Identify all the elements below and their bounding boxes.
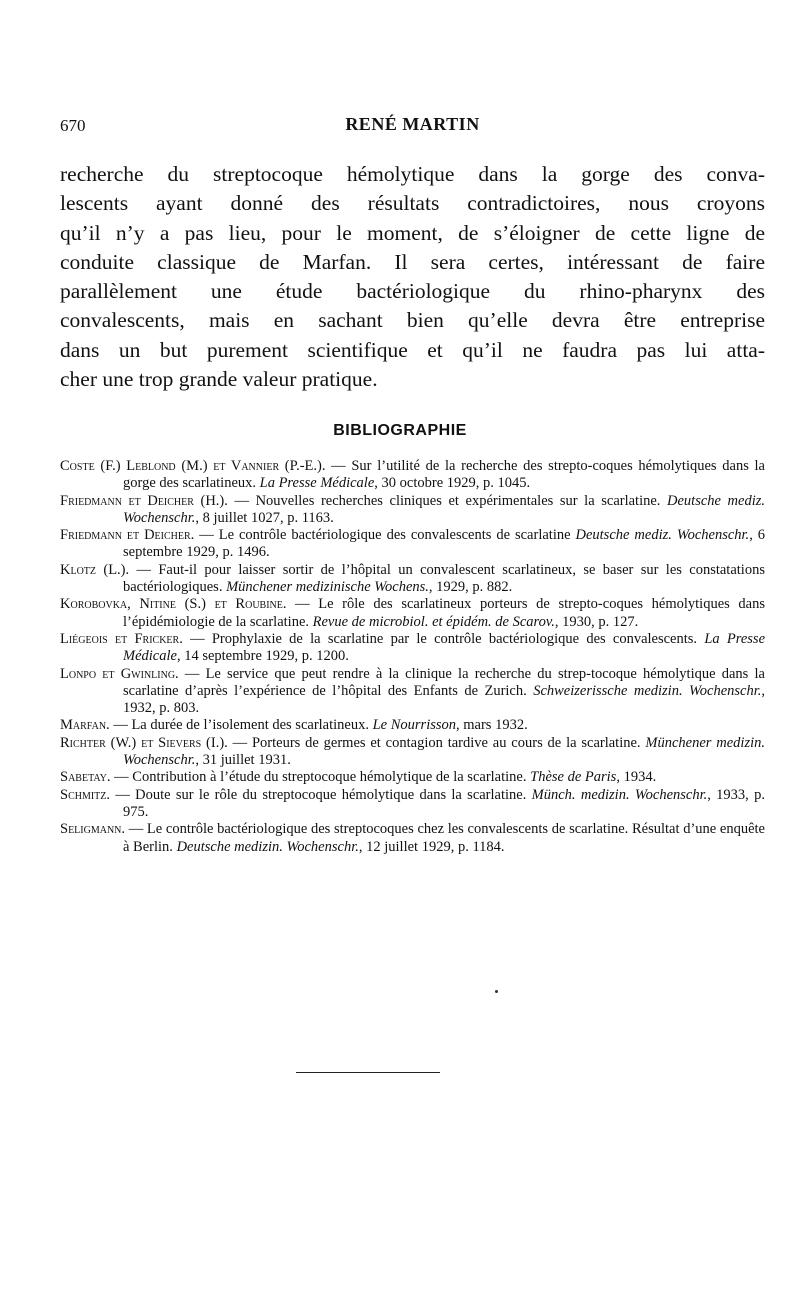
entry-authors: Marfan. [60,717,110,734]
entry-citation: , 1934. [616,769,657,786]
entry-text: — Le rôle des scarlatineux porteurs de strepto-coques hémolytiques dans l’épidémiologie de la scarlatine. [123,596,765,630]
print-speck [495,990,498,993]
entry-text: — Le contrôle bactériologique des convalescents de scarlatine [194,527,576,544]
entry-text: — La durée de l’isolement des scarlatineux. [109,717,373,734]
bibliography-entry [60,562,765,597]
entry-journal: Münchener medizin. Wochenschr. [123,734,766,769]
bibliography-entry [60,458,765,493]
end-rule [296,1072,440,1073]
entry-citation: , 8 juillet 1027, p. 1163. [195,509,334,526]
entry-citation: , 1933, p. 975. [123,786,765,820]
entry-journal: Deutsche medizin. Wochenschr. [176,838,359,855]
entry-text: — Prophylaxie de la scarlatine par le contrôle bactériologique des convalescents. [182,630,705,647]
entry-journal: Münch. medizin. Wochenschr. [531,786,708,803]
body-paragraph [60,160,765,394]
body-line: parallèlement une étude bactériologique du rhino-pharynx des [60,279,765,304]
entry-text: — Le contrôle bactériologique des streptocoques chez les convalescents de scarlatine. Résultat d’une enquête à Berlin. [123,821,765,855]
entry-journal: La Presse Médicale [123,630,766,665]
bibliography-entry [60,821,765,856]
entry-authors: Klotz (L.). [60,561,130,578]
bibliography-entry [60,631,765,666]
entry-journal: Revue de microbiol. et épidém. de Scarov. [312,613,555,630]
bibliography-entry [60,527,765,562]
entry-authors: Friedmann et Deicher. [60,527,195,544]
entry-text: — Sur l’utilité de la recherche des strepto-coques hémolytiques dans la gorge des scarlatineux. [123,458,765,492]
body-line: cher une trop grande valeur pratique. [60,367,378,392]
entry-authors: Liégeois et Fricker. [60,630,183,647]
entry-journal: La Presse Médicale [259,475,375,492]
body-line: lescents ayant donné des résultats contradictoires, nous croyons [60,191,765,216]
entry-citation: , 1929, p. 882. [428,579,513,596]
entry-text: — Nouvelles recherches cliniques et expérimentales sur la scarlatine. [227,492,668,509]
body-line: dans un but purement scientifique et qu’il ne faudra pas lui atta- [60,337,765,362]
bibliography-entry [60,717,765,734]
entry-journal: Le Nourrisson [372,717,457,734]
entry-citation: , 14 septembre 1929, p. 1200. [176,648,349,665]
body-line: recherche du streptocoque hémolytique dans la gorge des conva- [60,162,765,186]
entry-citation: , 30 octobre 1929, p. 1045. [374,475,531,492]
entry-authors: Friedmann et Deicher (H.). [60,492,228,509]
entry-authors: Seligmann. [60,821,126,838]
bibliography-entry [60,666,765,718]
page-number: 670 [60,116,86,135]
entry-text: — Faut-il pour laisser sortir de l’hôpital un convalescent scarlatineux, se baser sur les constatations bactériologiques. [123,561,765,596]
entry-authors: Lonpo et Gwinling. [60,665,179,682]
entry-citation: , 12 juillet 1929, p. 1184. [358,838,505,855]
page-header [60,112,765,142]
bibliography-entry [60,787,765,822]
entry-journal: Münchener medizinische Wochens. [226,579,429,596]
entry-text: — Le service que peut rendre à la clinique la recherche du strep-tocoque hémolytique dans la scarlatine d’après l’expérience de l’hôpital des Enfants de Zurich. [123,665,765,699]
entry-journal: Schweizerissche medizin. Wochenschr. [533,682,762,699]
body-line: qu’il n’y a pas lieu, pour le moment, de s’éloigner de cette ligne de [60,220,765,245]
entry-authors: Korobovka, Nitine (S.) et Roubine. [60,596,287,613]
bibliography-list [60,458,765,856]
entry-citation: , 1932, p. 803. [123,682,766,717]
entry-text: — Contribution à l’étude du streptocoque hémolytique de la scarlatine. [110,769,531,786]
entry-text: — Porteurs de germes et contagion tardive au cours de la scarlatine. [227,734,646,751]
entry-authors: Sabetay. [60,769,111,786]
entry-citation: , 31 juillet 1931. [195,752,291,769]
body-line: convalescents, mais en sachant bien qu’elle devra être entreprise [60,308,765,333]
running-head: RENÉ MARTIN [345,114,480,134]
entry-authors: Richter (W.) et Sievers (I.). [60,734,228,751]
bibliography-title: BIBLIOGRAPHIE [333,422,467,439]
entry-authors: Coste (F.) Leblond (M.) et Vannier (P.-E.). [60,458,326,474]
entry-journal: Thèse de Paris [530,769,617,786]
entry-citation: , 1930, p. 127. [554,613,639,630]
entry-text: — Doute sur le rôle du streptocoque hémolytique dans la scarlatine. [110,786,532,803]
entry-journal: Deutsche mediz. Wochenschr. [123,492,766,526]
bibliography-entry [60,596,765,631]
entry-citation: , 6 septembre 1929, p. 1496. [123,527,766,561]
bibliography-entry [60,735,765,770]
bibliography-entry [60,769,765,786]
entry-citation: , mars 1932. [456,717,528,734]
bibliography-entry [60,493,765,528]
entry-authors: Schmitz. [60,786,111,803]
entry-journal: Deutsche mediz. Wochenschr. [575,527,750,544]
body-line: conduite classique de Marfan. Il sera certes, intéressant de faire [60,249,765,274]
